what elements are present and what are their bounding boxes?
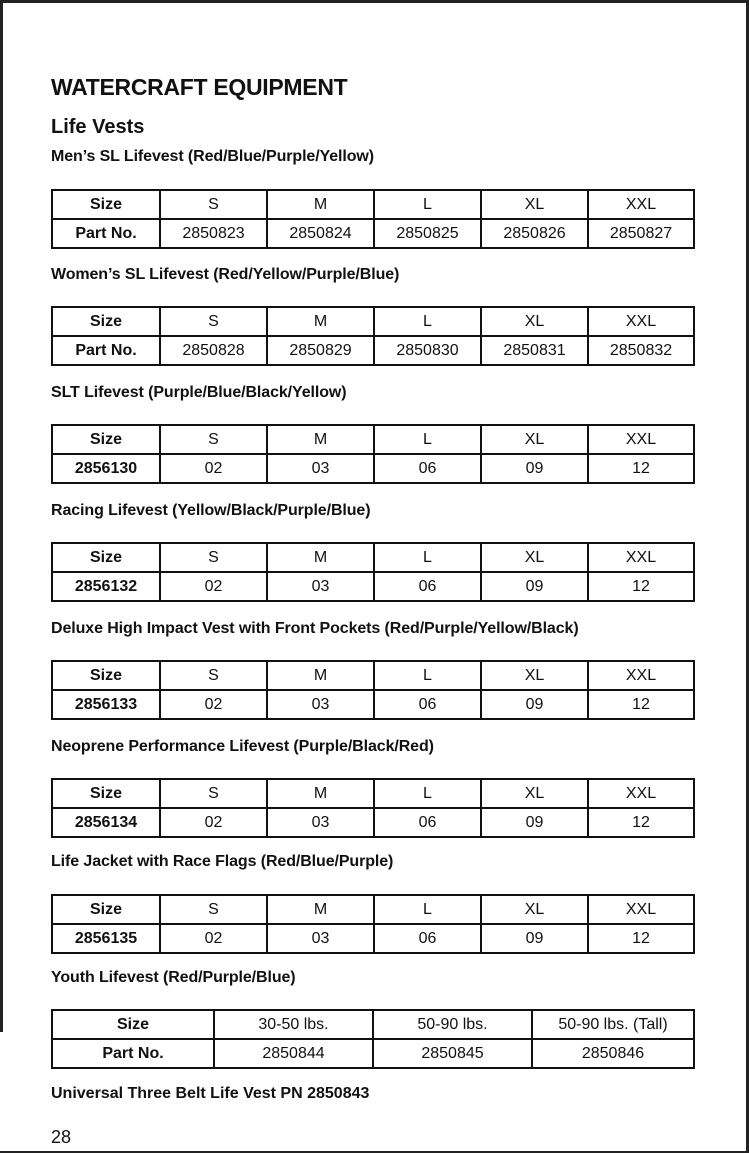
table-cell: XL — [481, 190, 588, 219]
table-cell: M — [267, 895, 374, 924]
footer-note: Universal Three Belt Life Vest PN 2850843 — [51, 1085, 370, 1102]
table-cell: 2856130 — [52, 454, 160, 483]
table-row — [52, 1039, 694, 1068]
table-cell: 2850831 — [481, 336, 588, 365]
table-cell: S — [160, 425, 267, 454]
table-cell: 50-90 lbs. — [373, 1010, 532, 1039]
table-cell: 30-50 lbs. — [214, 1010, 373, 1039]
page-border-top — [0, 0, 749, 3]
table-cell: 06 — [374, 572, 481, 601]
table-cell: XL — [481, 543, 588, 572]
size-table — [51, 894, 695, 954]
table-cell: 2850828 — [160, 336, 267, 365]
table-cell: 03 — [267, 454, 374, 483]
table-cell: XL — [481, 895, 588, 924]
table-cell: M — [267, 190, 374, 219]
product-title: Women’s SL Lifevest (Red/Yellow/Purple/Blue) — [51, 266, 400, 283]
table-cell: 09 — [481, 808, 588, 837]
table-cell: 2850825 — [374, 219, 481, 248]
table-cell: 2856134 — [52, 808, 160, 837]
table-row — [52, 336, 694, 365]
table-cell: XL — [481, 779, 588, 808]
table-cell: 2850823 — [160, 219, 267, 248]
table-cell: XXL — [588, 895, 694, 924]
product-title: SLT Lifevest (Purple/Blue/Black/Yellow) — [51, 384, 347, 401]
table-header-row — [52, 895, 694, 924]
table-cell: 02 — [160, 690, 267, 719]
table-row — [52, 690, 694, 719]
table-cell: 02 — [160, 924, 267, 953]
size-table — [51, 424, 695, 484]
table-row — [52, 219, 694, 248]
table-header-row — [52, 1010, 694, 1039]
table-cell: S — [160, 543, 267, 572]
table-cell: 02 — [160, 572, 267, 601]
table-cell: S — [160, 895, 267, 924]
table-cell: Part No. — [52, 1039, 214, 1068]
table-cell: 50-90 lbs. (Tall) — [532, 1010, 694, 1039]
size-table — [51, 189, 695, 249]
table-cell: Size — [52, 895, 160, 924]
table-cell: 06 — [374, 454, 481, 483]
size-table — [51, 1009, 695, 1069]
size-table — [51, 660, 695, 720]
table-cell: M — [267, 543, 374, 572]
table-header-row — [52, 425, 694, 454]
table-cell: L — [374, 895, 481, 924]
table-cell: 2850827 — [588, 219, 694, 248]
table-row — [52, 924, 694, 953]
table-cell: Part No. — [52, 336, 160, 365]
product-title: Youth Lifevest (Red/Purple/Blue) — [51, 969, 296, 986]
size-table — [51, 778, 695, 838]
table-cell: XXL — [588, 307, 694, 336]
table-cell: Size — [52, 543, 160, 572]
table-header-row — [52, 661, 694, 690]
table-cell: XL — [481, 307, 588, 336]
table-cell: 12 — [588, 572, 694, 601]
table-cell: 06 — [374, 924, 481, 953]
product-title: Life Jacket with Race Flags (Red/Blue/Purple) — [51, 853, 394, 870]
table-cell: Part No. — [52, 219, 160, 248]
table-cell: S — [160, 661, 267, 690]
table-cell: 02 — [160, 454, 267, 483]
table-row — [52, 572, 694, 601]
table-cell: L — [374, 190, 481, 219]
table-cell: 2850824 — [267, 219, 374, 248]
table-cell: L — [374, 779, 481, 808]
table-cell: XXL — [588, 543, 694, 572]
table-cell: XXL — [588, 425, 694, 454]
table-cell: XXL — [588, 661, 694, 690]
product-title: Deluxe High Impact Vest with Front Pockets (Red/Purple/Yellow/Black) — [51, 620, 579, 637]
table-cell: L — [374, 425, 481, 454]
table-cell: 12 — [588, 808, 694, 837]
table-cell: 2850845 — [373, 1039, 532, 1068]
product-title: Racing Lifevest (Yellow/Black/Purple/Blue) — [51, 502, 371, 519]
product-title: Men’s SL Lifevest (Red/Blue/Purple/Yellow) — [51, 148, 374, 165]
table-cell: 12 — [588, 690, 694, 719]
table-cell: M — [267, 661, 374, 690]
table-cell: 2850829 — [267, 336, 374, 365]
table-cell: 06 — [374, 690, 481, 719]
page-number: 28 — [51, 1127, 72, 1147]
table-cell: S — [160, 307, 267, 336]
table-cell: S — [160, 779, 267, 808]
table-cell: 2850830 — [374, 336, 481, 365]
page-heading: WATERCRAFT EQUIPMENT — [51, 74, 348, 100]
table-cell: 12 — [588, 924, 694, 953]
table-cell: S — [160, 190, 267, 219]
table-cell: 09 — [481, 924, 588, 953]
product-title: Neoprene Performance Lifevest (Purple/Black/Red) — [51, 738, 434, 755]
table-header-row — [52, 543, 694, 572]
table-header-row — [52, 307, 694, 336]
table-row — [52, 808, 694, 837]
table-cell: Size — [52, 661, 160, 690]
table-cell: 2850826 — [481, 219, 588, 248]
table-cell: Size — [52, 1010, 214, 1039]
table-cell: 03 — [267, 572, 374, 601]
table-row — [52, 454, 694, 483]
page-border-left — [0, 0, 3, 1032]
table-cell: 03 — [267, 690, 374, 719]
table-cell: 2850844 — [214, 1039, 373, 1068]
table-cell: 03 — [267, 924, 374, 953]
table-cell: L — [374, 307, 481, 336]
table-cell: 2856133 — [52, 690, 160, 719]
table-cell: 2850846 — [532, 1039, 694, 1068]
table-cell: 06 — [374, 808, 481, 837]
table-cell: 2856132 — [52, 572, 160, 601]
table-cell: L — [374, 543, 481, 572]
table-cell: XXL — [588, 779, 694, 808]
table-header-row — [52, 190, 694, 219]
table-cell: Size — [52, 307, 160, 336]
table-cell: 09 — [481, 454, 588, 483]
table-cell: XXL — [588, 190, 694, 219]
table-cell: XL — [481, 661, 588, 690]
table-cell: M — [267, 425, 374, 454]
table-cell: 03 — [267, 808, 374, 837]
size-table — [51, 542, 695, 602]
table-header-row — [52, 779, 694, 808]
table-cell: Size — [52, 425, 160, 454]
table-cell: Size — [52, 779, 160, 808]
table-cell: M — [267, 779, 374, 808]
size-table — [51, 306, 695, 366]
table-cell: XL — [481, 425, 588, 454]
table-cell: 2850832 — [588, 336, 694, 365]
table-cell: 12 — [588, 454, 694, 483]
table-cell: 09 — [481, 572, 588, 601]
table-cell: 09 — [481, 690, 588, 719]
table-cell: M — [267, 307, 374, 336]
table-cell: Size — [52, 190, 160, 219]
table-cell: 2856135 — [52, 924, 160, 953]
table-cell: 02 — [160, 808, 267, 837]
section-heading: Life Vests — [51, 116, 145, 138]
table-cell: L — [374, 661, 481, 690]
